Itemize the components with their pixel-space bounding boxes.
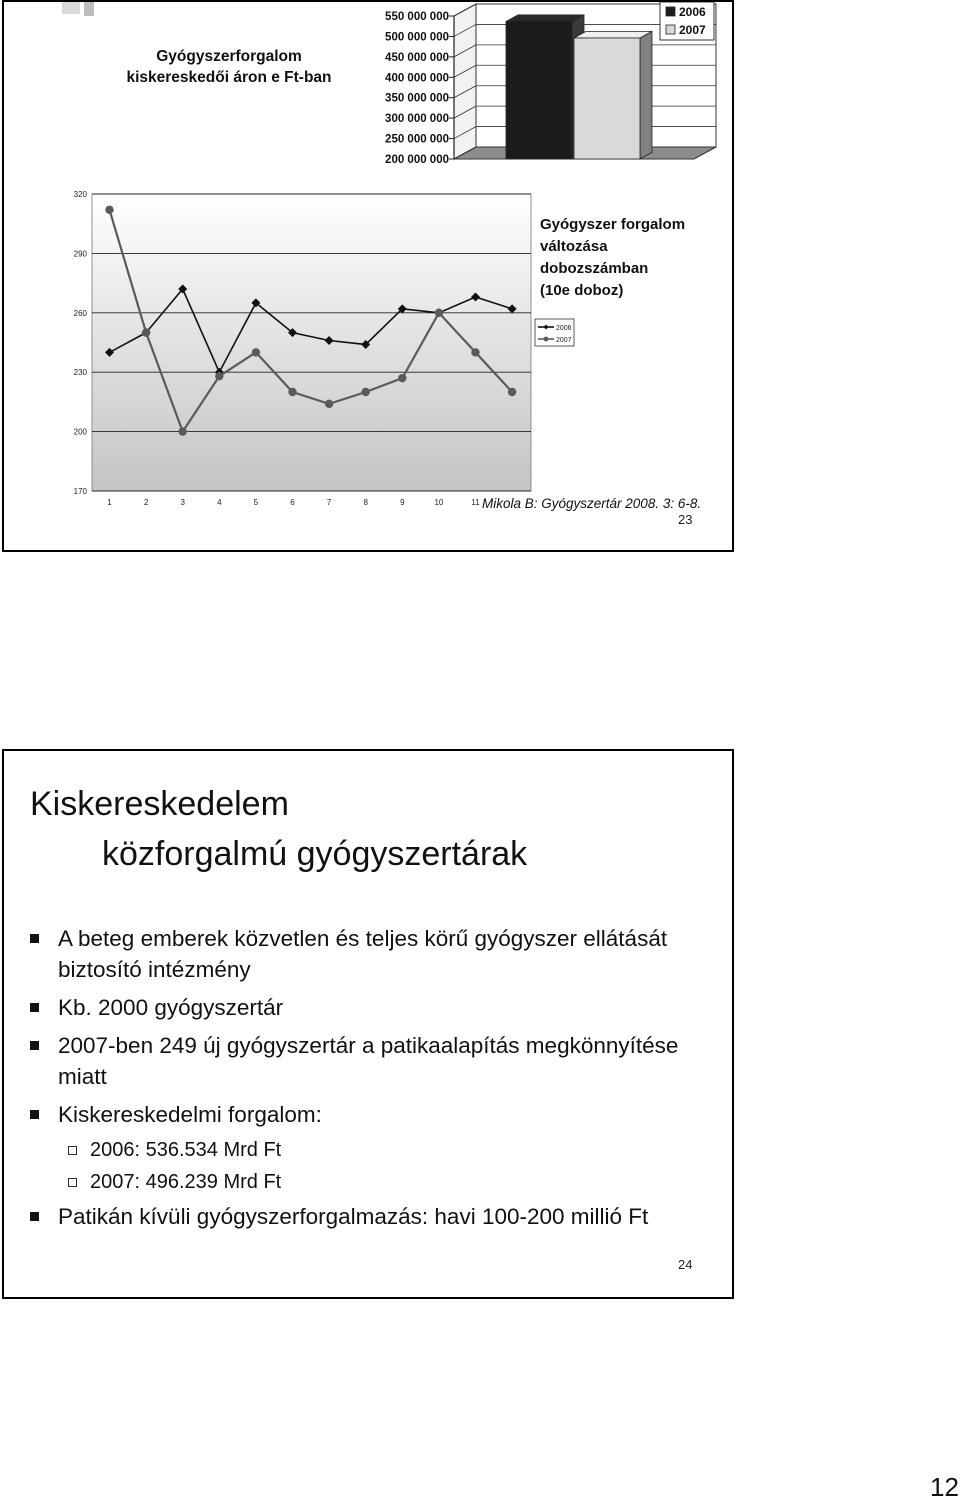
bar-chart (4, 2, 734, 182)
y-tick-label: 200 (73, 427, 87, 437)
x-tick-label: 11 (471, 498, 480, 507)
y-tick-label: 260 (73, 308, 87, 318)
bullet-item: A beteg emberek közvetlen és teljes körű gyógyszer ellátását biztosító intézmény (28, 923, 718, 985)
line-chart (4, 172, 564, 517)
data-point (471, 348, 479, 356)
slide-number: 23 (678, 512, 693, 527)
x-tick-label: 6 (290, 498, 295, 507)
bullet-item: 2007-ben 249 új gyógyszertár a patikaalapítás megkönnyítése miatt (28, 1030, 718, 1092)
y-tick-label: 450 000 000 (385, 51, 449, 64)
bar-chart-title: Gyógyszerforgalom kiskereskedői áron e Ft-ban (126, 48, 332, 86)
line-chart-legend (534, 318, 576, 348)
legend-label: 2007 (556, 337, 572, 344)
slide-24 (2, 749, 734, 1299)
y-tick-label: 230 (73, 368, 87, 378)
data-point (252, 348, 260, 356)
sub-bullet-item: 2007: 496.239 Mrd Ft (28, 1169, 718, 1196)
data-point (398, 374, 406, 382)
legend-label: 2006 (679, 5, 706, 19)
x-tick-label: 5 (253, 498, 259, 507)
chart-side-wall (454, 4, 476, 159)
slide-23 (2, 0, 734, 552)
bar (506, 22, 572, 159)
y-tick-label: 250 000 000 (385, 133, 449, 146)
y-tick-label: 300 000 000 (385, 113, 449, 126)
x-tick-label: 1 (107, 498, 112, 507)
legend-marker (544, 337, 549, 342)
y-tick-label: 200 000 000 (385, 154, 449, 166)
data-point (362, 388, 370, 396)
x-tick-label: 4 (217, 498, 222, 507)
x-tick-label: 10 (434, 498, 444, 507)
x-tick-label: 9 (400, 498, 405, 507)
legend-label: 2007 (679, 23, 706, 37)
slide-heading: Kiskereskedelem (30, 785, 289, 823)
data-point (179, 427, 187, 435)
x-tick-label: 3 (180, 498, 185, 507)
line-chart-title: Gyógyszer forgalom változása dobozszámban (10e doboz) (540, 216, 686, 299)
hollow-square-icon (68, 1178, 77, 1187)
x-tick-label: 2 (143, 498, 149, 507)
y-tick-label: 290 (73, 249, 87, 259)
y-tick-label: 500 000 000 (385, 31, 449, 44)
sub-bullet-item: 2006: 536.534 Mrd Ft (28, 1137, 718, 1164)
bullet-item: Patikán kívüli gyógyszerforgalmazás: havi 100-200 millió Ft (28, 1201, 718, 1232)
y-tick-label: 550 000 000 (385, 11, 449, 23)
bullet-square-icon (30, 1041, 39, 1050)
legend-swatch (666, 25, 675, 34)
source-citation: Mikola B: Gyógyszertár 2008. 3: 6-8. (482, 496, 702, 511)
data-point (508, 388, 516, 396)
x-tick-label: 7 (326, 498, 332, 507)
y-tick-label: 320 (73, 190, 87, 199)
y-tick-label: 350 000 000 (385, 92, 449, 105)
legend-swatch (666, 7, 675, 16)
bullet-list (28, 923, 718, 1239)
bar-side (640, 31, 652, 159)
data-point (142, 328, 150, 336)
data-point (105, 206, 113, 214)
bar-top (506, 15, 584, 22)
data-point (215, 372, 223, 380)
data-point (325, 400, 333, 408)
bullet-square-icon (30, 1212, 39, 1221)
slide-subheading: közforgalmú gyógyszertárak (102, 835, 528, 873)
bullet-item: Kiskereskedelmi forgalom: (28, 1099, 718, 1130)
bullet-square-icon (30, 934, 39, 943)
data-point (435, 309, 443, 317)
bullet-square-icon (30, 1110, 39, 1119)
y-tick-label: 400 000 000 (385, 72, 449, 85)
hollow-square-icon (68, 1146, 77, 1155)
bullet-square-icon (30, 1003, 39, 1012)
bar-top (574, 31, 652, 38)
bar (574, 38, 640, 159)
legend-label: 2006 (556, 325, 572, 332)
y-tick-label: 170 (73, 487, 87, 496)
x-tick-label: 8 (363, 498, 368, 507)
bullet-item: Kb. 2000 gyógyszertár (28, 992, 718, 1023)
data-point (288, 388, 296, 396)
slide-number: 24 (678, 1257, 693, 1272)
page-number: 12 (930, 1472, 959, 1502)
